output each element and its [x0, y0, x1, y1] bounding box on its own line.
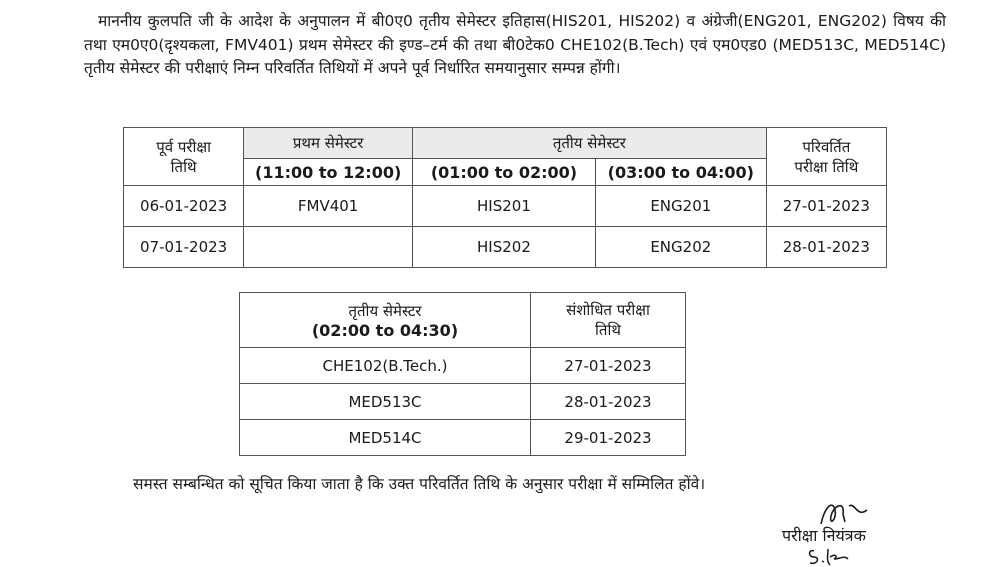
third-sem-1-cell: HIS202: [413, 227, 596, 268]
notice-paragraph: माननीय कुलपति जी के आदेश के अनुपालन में बी0ए0 तृतीय सेमेस्टर इतिहास(HIS201, HIS202) व अंग्रेजी(ENG201, ENG202) विषय की तथा एम0ए0(दृश्यकला, FMV401) प्रथम सेमेस्टर की इण्ड–टर्म की तथा बी0टेक0 CHE102(B.Tech) एवं एम0एड0 (MED513C, MED514C) तृतीय सेमेस्टर की परीक्षाएं निम्न परिवर्तित तिथियों में अपने पूर्व निर्धारित समयानुसार सम्पन्न होंगी।: [84, 12, 946, 77]
signature-initials: [804, 545, 864, 567]
subject-cell: MED514C: [240, 420, 531, 456]
prev-date-cell: 07-01-2023: [124, 227, 244, 268]
revised-exam-dates-table: [239, 292, 686, 456]
controller-of-examinations-label: परीक्षा नियंत्रक: [782, 526, 866, 545]
changed-date-cell: 28-01-2023: [766, 227, 886, 268]
header-revised-date: संशोधित परीक्षा तिथि: [531, 293, 686, 348]
prev-date-cell: 06-01-2023: [124, 186, 244, 227]
header-previous-date: पूर्व परीक्षा तिथि: [124, 128, 244, 186]
header-third-semester: तृतीय सेमेस्टर: [413, 128, 767, 159]
header-third-semester: तृतीय सेमेस्टर (02:00 to 04:30): [240, 293, 531, 348]
third-sem-2-cell: ENG201: [595, 186, 766, 227]
header-third-sem-time-2: (03:00 to 04:00): [595, 159, 766, 186]
subject-cell: MED513C: [240, 384, 531, 420]
footer-note: समस्त सम्बन्धित को सूचित किया जाता है कि उक्त परिवर्तित तिथि के अनुसार परीक्षा में सम्मिलित होंवे।: [133, 475, 706, 493]
table-row: [240, 420, 686, 456]
changed-date-cell: 27-01-2023: [766, 186, 886, 227]
header-first-sem-time: (11:00 to 12:00): [244, 159, 413, 186]
date-cell: 29-01-2023: [531, 420, 686, 456]
table-row: [240, 348, 686, 384]
subject-cell: CHE102(B.Tech.): [240, 348, 531, 384]
third-sem-1-cell: HIS201: [413, 186, 596, 227]
header-first-semester: प्रथम सेमेस्टर: [244, 128, 413, 159]
third-sem-2-cell: ENG202: [595, 227, 766, 268]
header-third-sem-time-1: (01:00 to 02:00): [413, 159, 596, 186]
date-cell: 28-01-2023: [531, 384, 686, 420]
changed-exam-dates-table: [123, 127, 887, 268]
first-sem-cell: FMV401: [244, 186, 413, 227]
header-changed-date: परिवर्तित परीक्षा तिथि: [766, 128, 886, 186]
first-sem-cell: [244, 227, 413, 268]
table-row: [240, 384, 686, 420]
table-row: [124, 227, 887, 268]
date-cell: 27-01-2023: [531, 348, 686, 384]
table-row: [124, 186, 887, 227]
